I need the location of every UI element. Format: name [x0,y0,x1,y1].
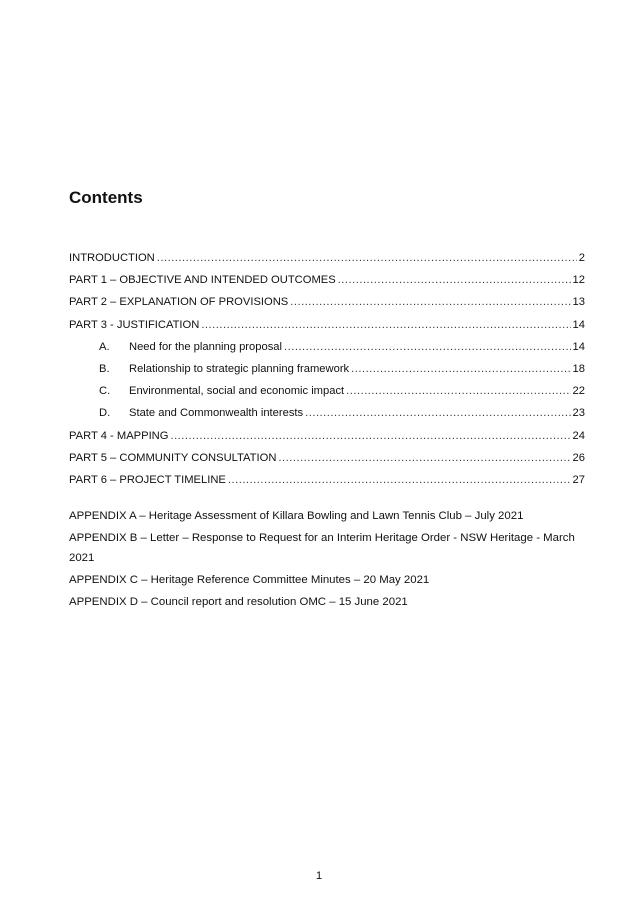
toc-leader-dots [284,341,571,353]
toc-leader-dots [228,474,571,486]
toc-leader-dots [157,252,577,264]
toc-entry-text: INTRODUCTION [69,252,155,264]
toc-entry-page: 23 [572,407,585,420]
toc-entry-page: 27 [572,473,585,486]
toc-entry-letter: A. [99,340,110,353]
toc-entry-letter: B. [99,362,110,375]
toc-leader-dots [170,430,570,442]
toc-entry-page: 26 [572,451,585,464]
toc-entry-part-2[interactable] [69,296,585,318]
toc-entry-part-3-d[interactable] [69,407,585,429]
toc-entry-page: 2 [578,252,585,264]
toc-entry-part-4[interactable] [69,430,585,452]
page-title: Contents [69,188,143,207]
toc-entry-part-5[interactable] [69,452,585,474]
toc-leader-dots [278,452,570,464]
toc-entry-page: 14 [572,318,585,331]
appendix-list [69,506,585,613]
appendix-a: APPENDIX A – Heritage Assessment of Killara Bowling and Lawn Tennis Club – July 2021 [69,510,524,522]
toc-leader-dots [201,319,570,331]
appendix-c: APPENDIX C – Heritage Reference Committee Minutes – 20 May 2021 [69,573,430,586]
toc-entry-part-3-a[interactable] [69,341,585,363]
toc-entry-text: PART 2 – EXPLANATION OF PROVISIONS [69,296,289,309]
toc-entry-text: Need for the planning proposal [129,340,283,353]
toc-leader-dots [346,385,570,397]
toc-entry-page: 18 [572,362,585,375]
toc-leader-dots [305,407,570,419]
toc-entry-page: 14 [572,340,585,353]
toc-entry-text: State and Commonwealth interests [129,407,304,420]
toc-entry-letter: D. [99,407,111,420]
toc-entry-page: 12 [572,274,585,287]
toc-entry-part-1[interactable] [69,274,585,296]
toc-entry-part-3-b[interactable] [69,363,585,385]
toc-entry-page: 24 [572,429,585,442]
toc-entry-text: PART 1 – OBJECTIVE AND INTENDED OUTCOMES [69,274,336,287]
page-number: 1 [315,870,323,882]
appendix-b: APPENDIX B – Letter – Response to Request for an Interim Heritage Order - NSW Heritage - March 2021 [69,531,575,565]
toc-leader-dots [351,363,570,375]
toc-entry-text: PART 4 - MAPPING [69,429,169,442]
toc-entry-text: PART 3 - JUSTIFICATION [69,318,200,331]
toc-leader-dots [290,296,570,308]
toc-entry-part-6[interactable] [69,474,585,496]
toc-leader-dots [338,274,571,286]
toc-entry-page: 22 [572,385,585,398]
toc-entry-text: PART 5 – COMMUNITY CONSULTATION [69,451,277,464]
toc-entry-text: Environmental, social and economic impact [129,385,345,398]
toc-entry-letter: C. [99,385,111,398]
toc-entry-introduction[interactable] [69,252,585,274]
toc-entry-text: PART 6 – PROJECT TIMELINE [69,473,226,486]
table-of-contents [69,252,585,496]
toc-entry-part-3-c[interactable] [69,385,585,407]
toc-entry-part-3[interactable] [69,319,585,341]
toc-entry-text: Relationship to strategic planning framework [129,362,350,375]
toc-entry-page: 13 [572,296,585,309]
appendix-d: APPENDIX D – Council report and resolution OMC – 15 June 2021 [69,595,408,608]
